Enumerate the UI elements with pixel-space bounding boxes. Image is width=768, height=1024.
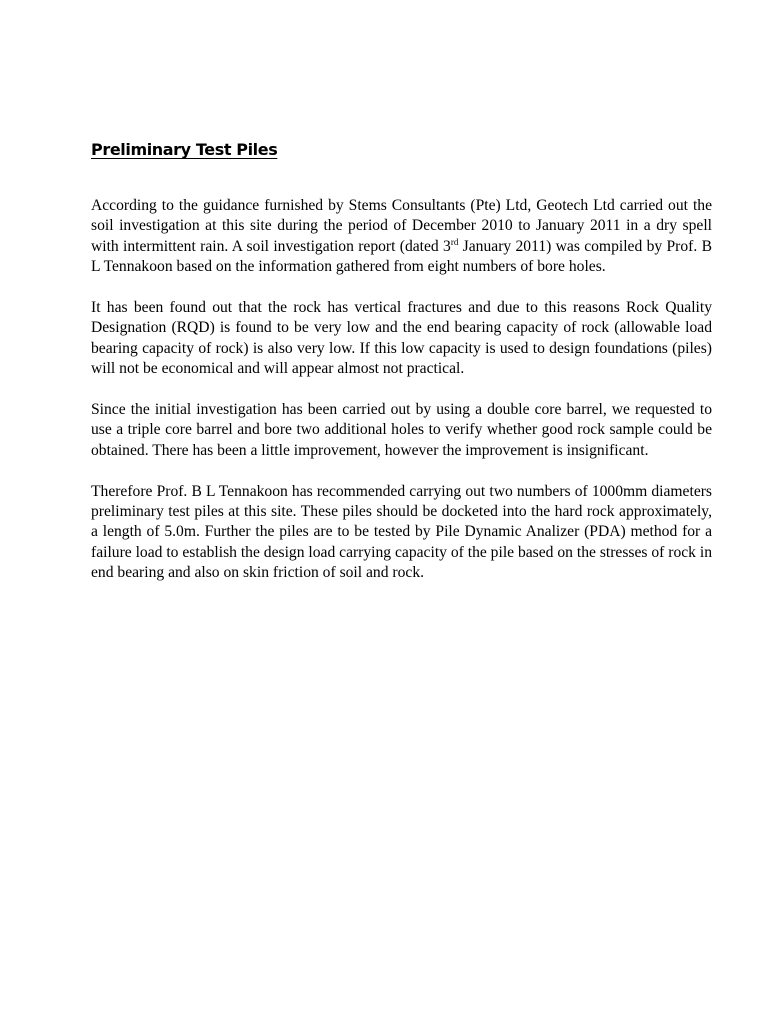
document-body <box>91 136 712 604</box>
paragraph-4: Therefore Prof. B L Tennakoon has recommended carrying out two numbers of 1000mm diameters preliminary test piles at this site. These piles should be docketed into the hard rock approximately, a length of 5.0m. Further the piles are to be tested by Pile Dynamic Analizer (PDA) method for a failure load to establish the design load carrying capacity of the pile based on the stresses of rock in end bearing and also on skin friction of soil and rock. <box>91 482 712 582</box>
paragraph-1-text-b: January 2011) was compiled by Prof. B L Tennakoon based on the information gathered from eight numbers of bore holes. <box>91 237 712 276</box>
paragraph-2: It has been found out that the rock has vertical fractures and due to this reasons Rock Quality Designation (RQD) is found to be very low and the end bearing capacity of rock (allowable load bearing capacity of rock) is also very low. If this low capacity is used to design foundations (piles) will not be economical and will appear almost not practical. <box>91 299 712 378</box>
paragraph-1-text-a: According to the guidance furnished by Stems Consultants (Pte) Ltd, Geotech Ltd carried out the soil investigation at this site during the period of December 2010 to January 2011 in a dry spell with intermittent rain. A soil investigation report (dated 3 <box>91 197 712 255</box>
paragraph-1 <box>91 196 712 278</box>
paragraph-3: Since the initial investigation has been carried out by using a double core barrel, we requested to use a triple core barrel and bore two additional holes to verify whether good rock sample could be obtained. There has been a little improvement, however the improvement is insignificant. <box>91 401 712 459</box>
section-heading: Preliminary Test Piles <box>91 140 278 159</box>
ordinal-suffix: rd <box>450 236 459 247</box>
